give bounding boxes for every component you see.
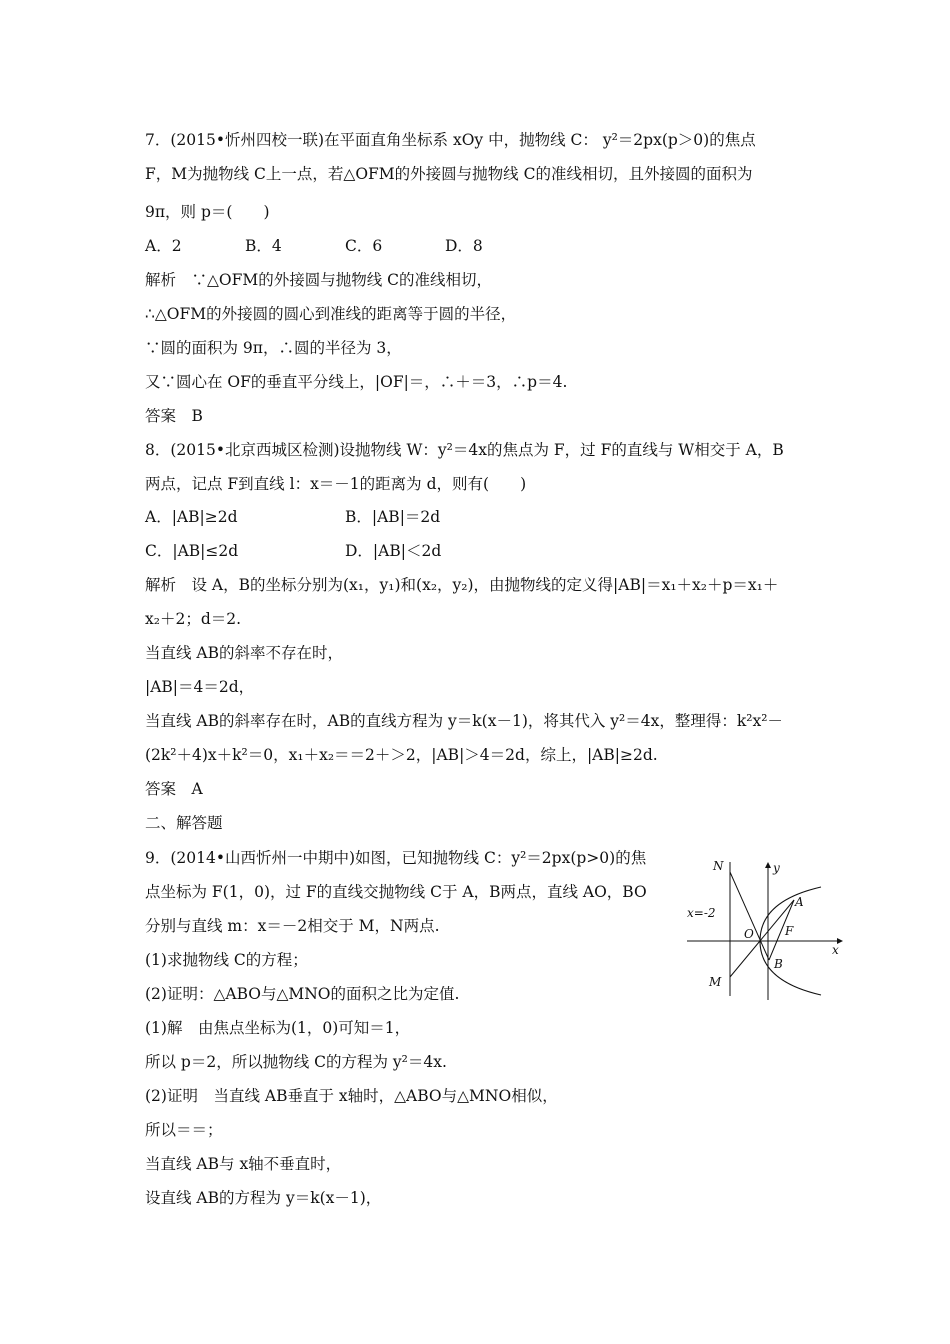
text-line-14: x₂＋2；d＝2. [145,610,242,628]
text-line-9: 8．(2015•北京西城区检测)设抛物线 W：y²＝4x的焦点为 F，过 F的直线与 W相交于 A，B [145,441,784,459]
text-line-1: F，M为抛物线 C上一点，若△OFM的外接圆与抛物线 C的准线相切，且外接圆的面积为 [145,165,753,183]
q7-option-b: B．4 [245,237,282,255]
text-line-15: 当直线 AB的斜率不存在时， [145,644,344,662]
y-axis-arrow [765,862,771,868]
text-line-21: 9．(2014•山西忻州一中期中)如图，已知抛物线 C：y²＝2px(p>0)的焦 [145,849,647,867]
text-line-28: (2)证明 当直线 AB垂直于 x轴时，△ABO与△MNO相似， [145,1087,558,1105]
parabola-figure [683,850,843,1000]
label-n: N [713,859,724,873]
label-m: M [709,975,722,989]
text-line-31: 设直线 AB的方程为 y＝k(x－1)， [145,1189,382,1207]
text-line-30: 当直线 AB与 x轴不垂直时， [145,1155,342,1173]
text-line-16: |AB|＝4＝2d， [145,678,255,696]
line-no-segment [730,872,769,960]
text-line-8: 答案 B [145,407,203,425]
text-line-20: 二、解答题 [145,814,223,832]
text-line-0: 7．(2015•忻州四校一联)在平面直角坐标系 xOy 中，抛物线 C： y²＝2px(p＞0)的焦点 [145,131,756,149]
q8-option-c: C．|AB|≤2d [145,542,239,560]
q7-option-d: D．8 [445,237,483,255]
label-x: x [832,943,839,957]
text-line-26: (1)解 由焦点坐标为(1，0)可知＝1， [145,1019,411,1037]
text-line-22: 点坐标为 F(1，0)，过 F的直线交抛物线 C于 A，B两点，直线 AO，BO [145,883,647,901]
label-a: A [795,895,804,909]
text-line-24: (1)求抛物线 C的方程； [145,951,308,969]
text-line-29: 所以＝＝； [145,1121,223,1139]
q8-option-d: D．|AB|＜2d [345,542,442,560]
q8-option-b: B．|AB|＝2d [345,508,441,526]
text-line-10: 两点，记点 F到直线 l：x＝－1的距离为 d，则有( ) [145,475,527,493]
text-line-7: 又∵圆心在 OF的垂直平分线上，|OF|＝，∴＋＝3，∴p＝4. [145,373,568,391]
text-line-2: 9π，则 p＝( ) [145,203,270,221]
q7-option-c: C．6 [345,237,383,255]
text-line-27: 所以 p＝2，所以抛物线 C的方程为 y²＝4x. [145,1053,447,1071]
text-line-19: 答案 A [145,780,203,798]
text-line-13: 解析 设 A，B的坐标分别为(x₁，y₁)和(x₂，y₂)，由抛物线的定义得|AB|＝x₁＋x₂＋p＝x₁＋ [145,576,779,594]
text-line-17: 当直线 AB的斜率存在时，AB的直线方程为 y＝k(x－1)，将其代入 y²＝4x，整理得：k²x²－ [145,712,783,730]
text-line-5: ∴△OFM的外接圆的圆心到准线的距离等于圆的半径， [145,305,517,323]
text-line-6: ∵圆的面积为 9π，∴圆的半径为 3， [145,339,402,357]
q7-option-a: A．2 [145,237,182,255]
text-line-23: 分别与直线 m：x＝－2相交于 M，N两点. [145,917,440,935]
label-f: F [785,924,794,938]
text-line-25: (2)证明：△ABO与△MNO的面积之比为定值. [145,985,460,1003]
q8-option-a: A．|AB|≥2d [145,508,238,526]
line-mo-segment [730,900,794,977]
label-y: y [773,861,780,875]
text-line-4: 解析 ∵△OFM的外接圆与抛物线 C的准线相切， [145,271,493,289]
label-b: B [774,957,783,971]
label-directrix: x=-2 [687,906,716,920]
text-line-18: (2k²＋4)x＋k²＝0，x₁＋x₂＝＝2＋＞2，|AB|＞4＝2d，综上，|AB|≥2d. [145,746,658,764]
label-o: O [744,927,754,941]
